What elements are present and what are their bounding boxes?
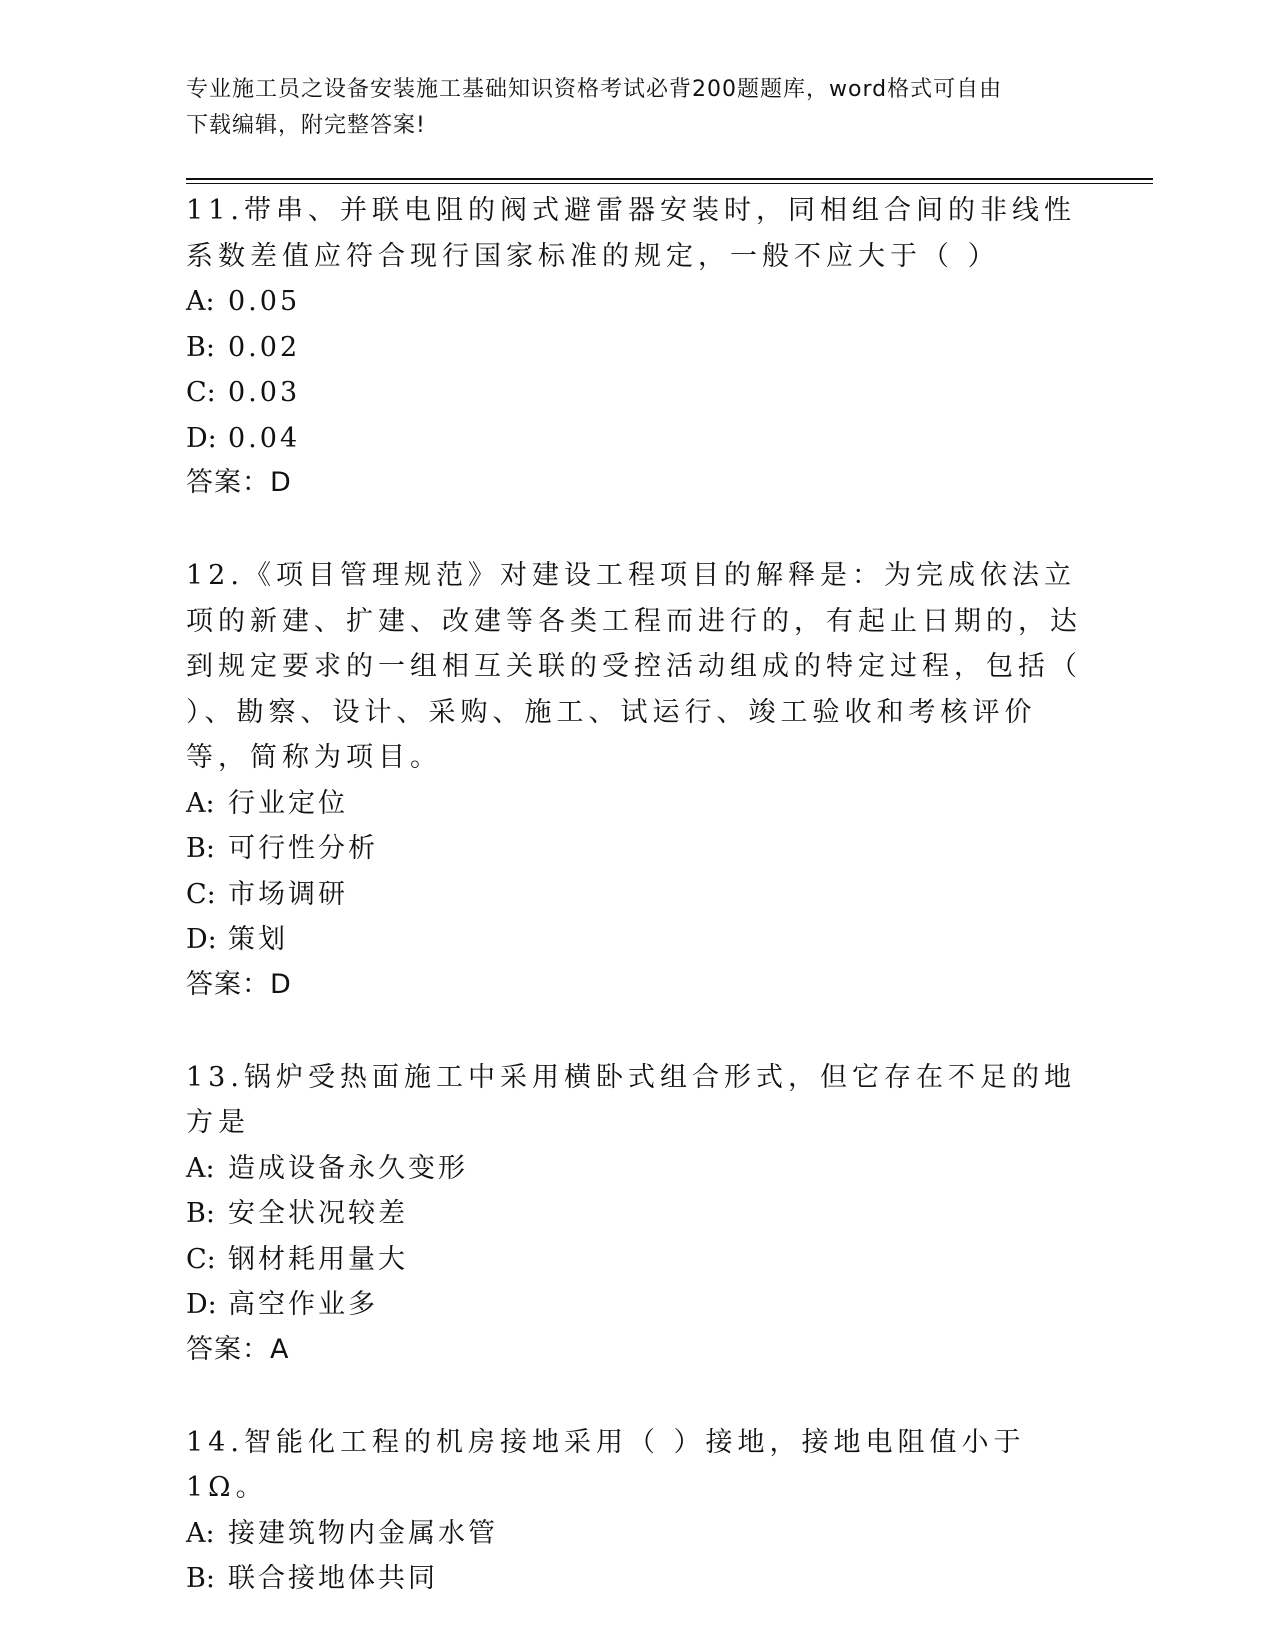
option-c bbox=[186, 1237, 1086, 1283]
answer-key: 答案：D bbox=[186, 968, 292, 1000]
option-text: 钢材耗用量大 bbox=[228, 1243, 408, 1275]
question-13 bbox=[186, 1055, 1086, 1372]
option-a bbox=[186, 279, 1086, 325]
option-letter: A: bbox=[186, 1517, 215, 1549]
option-a bbox=[186, 781, 1086, 827]
question-text: 14.智能化工程的机房接地采用（ ）接地，接地电阻值小于1Ω。 bbox=[186, 1426, 1026, 1503]
question-spacer bbox=[186, 1007, 1086, 1055]
answer-key: 答案：A bbox=[186, 1333, 290, 1365]
option-letter: D: bbox=[186, 422, 217, 454]
option-d bbox=[186, 917, 1086, 963]
question-text: 12.《项目管理规范》对建设工程项目的解释是：为完成依法立项的新建、扩建、改建等各类工程而进行的，有起止日期的，达到规定要求的一组相互关联的受控活动组成的特定过程，包括（ ）、勘察、设计、采购、施工、试运行、竣工验收和考核评价等，简称为项目。 bbox=[186, 560, 1082, 773]
option-text: 0.03 bbox=[228, 377, 301, 408]
header-title-line-2: 下载编辑，附完整答案! bbox=[186, 113, 426, 138]
option-b bbox=[186, 325, 1086, 371]
question-list bbox=[186, 188, 1086, 1602]
option-d bbox=[186, 416, 1086, 462]
option-letter: A: bbox=[186, 286, 215, 317]
option-text: 0.04 bbox=[228, 422, 301, 454]
option-text: 造成设备永久变形 bbox=[228, 1152, 468, 1184]
question-text: 11.带串、并联电阻的阀式避雷器安装时，同相组合间的非线性系数差值应符合现行国家标准的规定，一般不应大于（ ） bbox=[186, 195, 1076, 272]
option-b bbox=[186, 826, 1086, 872]
document-header bbox=[186, 72, 1086, 144]
option-text: 高空作业多 bbox=[228, 1289, 378, 1320]
header-title-line-1: 专业施工员之设备安装施工基础知识资格考试必背200题题库，word格式可自由 bbox=[186, 77, 1003, 102]
question-14 bbox=[186, 1420, 1086, 1602]
header-divider-thin bbox=[186, 183, 1153, 184]
option-d bbox=[186, 1282, 1086, 1328]
answer-key: 答案：D bbox=[186, 467, 292, 498]
option-letter: B: bbox=[186, 331, 215, 363]
option-letter: B: bbox=[186, 1198, 215, 1229]
option-letter: C: bbox=[186, 878, 216, 910]
option-b bbox=[186, 1556, 1086, 1602]
option-text: 0.05 bbox=[228, 286, 301, 317]
option-a bbox=[186, 1511, 1086, 1557]
question-11 bbox=[186, 188, 1086, 505]
option-text: 接建筑物内金属水管 bbox=[228, 1517, 498, 1549]
option-text: 策划 bbox=[228, 924, 288, 955]
option-text: 联合接地体共同 bbox=[228, 1563, 438, 1594]
option-text: 安全状况较差 bbox=[228, 1198, 408, 1229]
option-a bbox=[186, 1146, 1086, 1192]
question-text: 13.锅炉受热面施工中采用横卧式组合形式，但它存在不足的地方是 bbox=[186, 1061, 1076, 1138]
option-text: 行业定位 bbox=[228, 787, 348, 819]
question-spacer bbox=[186, 505, 1086, 553]
option-letter: D: bbox=[186, 924, 217, 955]
header-divider-thick bbox=[186, 178, 1153, 180]
question-spacer bbox=[186, 1372, 1086, 1420]
option-c bbox=[186, 370, 1086, 416]
option-b bbox=[186, 1191, 1086, 1237]
option-c bbox=[186, 872, 1086, 918]
option-text: 市场调研 bbox=[228, 878, 348, 910]
option-text: 0.02 bbox=[228, 331, 301, 363]
option-letter: A: bbox=[186, 1152, 215, 1184]
option-letter: A: bbox=[186, 787, 215, 819]
question-12 bbox=[186, 553, 1086, 1007]
option-letter: D: bbox=[186, 1289, 217, 1320]
option-text: 可行性分析 bbox=[228, 833, 378, 864]
option-letter: C: bbox=[186, 1243, 216, 1275]
option-letter: B: bbox=[186, 833, 215, 864]
option-letter: C: bbox=[186, 377, 216, 408]
option-letter: B: bbox=[186, 1563, 215, 1594]
